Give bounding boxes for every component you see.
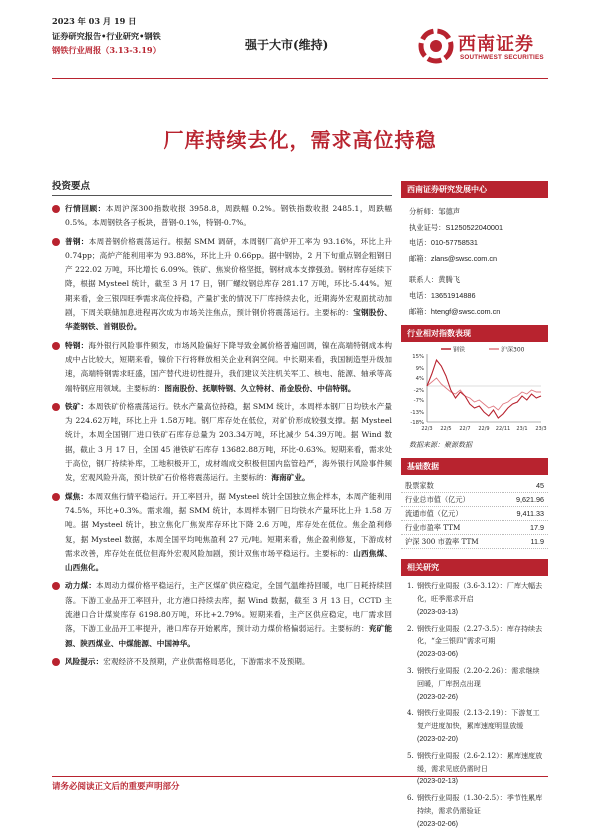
summary-item bbox=[52, 400, 392, 486]
summary-item-text: 本周普钢价格震荡运行。根据 SMM 调研，本周钢厂高炉开工率为 93.16%，环比上升 0.74pp；高炉产能利用率为 93.88%，环比上升 0.66pp。据中钢协，2 月下旬重点钢企粗钢日产 222.02 万吨，环比增长 6.09%。铁矿、焦炭价格坚挺，钢材成本支撑强劲。钢材库存延续下降，根据 Mysteel 统计，截至 3 月 17 日，钢厂螺纹钢总库存 281.17 万吨，环比-5.44%。短期来看，金三银四旺季需求高位持稳，产量扩张的情况下厂库持续去化，近期海外宏观面扰动加剧，下周关联储加息进程再次成为市场关注焦点，预计钢价将震荡运行。主要标的： bbox=[65, 236, 392, 318]
summary-item-highlight: 海南矿业。 bbox=[271, 473, 310, 483]
series-line-steel bbox=[427, 360, 541, 418]
summary-item-tag: 铁矿： bbox=[65, 401, 89, 411]
x-tick-label: 22/11 bbox=[495, 426, 511, 433]
summary-item-tag: 普钢： bbox=[65, 236, 89, 246]
basic-data-label: 流通市值（亿元） bbox=[405, 509, 463, 519]
summary-item-tag: 动力煤： bbox=[65, 581, 97, 591]
related-report-number: 2. bbox=[407, 623, 414, 633]
related-report-link[interactable] bbox=[407, 792, 544, 830]
related-report-number: 6. bbox=[407, 793, 414, 803]
basic-data-table bbox=[401, 479, 548, 549]
basic-data-section bbox=[401, 458, 548, 549]
basic-data-heading: 基础数据 bbox=[401, 458, 548, 475]
series-line-csi300 bbox=[427, 378, 541, 410]
x-tick-label: 22/5 bbox=[440, 426, 452, 433]
company-logo bbox=[418, 26, 558, 72]
summary-item-highlight: 兖矿能源、陕西煤业、中煤能源、中国神华。 bbox=[65, 624, 392, 648]
related-report-date: (2023-02-06) bbox=[417, 819, 459, 828]
basic-data-row bbox=[401, 479, 548, 493]
x-tick-label: 22/3 bbox=[421, 426, 433, 433]
y-tick-label: 4% bbox=[415, 376, 424, 383]
footer-disclaimer: 请务必阅读正文后的重要声明部分 bbox=[52, 782, 180, 792]
basic-data-value: 45 bbox=[536, 481, 544, 491]
related-report-link[interactable] bbox=[407, 707, 544, 745]
summary-item bbox=[52, 579, 392, 650]
legend-label: 钢铁 bbox=[453, 346, 466, 354]
related-report-link[interactable] bbox=[407, 580, 544, 618]
related-report-date: (2023-02-13) bbox=[417, 777, 459, 786]
y-tick-label: 15% bbox=[412, 354, 424, 361]
team-heading: 西南证券研究发展中心 bbox=[401, 181, 548, 198]
summary-item-highlight: 宝钢股份、华菱钢铁、首钢股份。 bbox=[65, 308, 392, 332]
footer-divider bbox=[52, 776, 548, 777]
related-research-section bbox=[401, 559, 548, 830]
summary-item bbox=[52, 655, 392, 669]
bullet-dot-icon bbox=[52, 205, 60, 213]
analyst-name: 邹德声 bbox=[438, 207, 461, 216]
logo-subtitle: SOUTHWEST SECURITIES bbox=[460, 54, 544, 61]
cert-label: 执业证号： bbox=[409, 222, 446, 232]
legend-label: 沪深300 bbox=[501, 346, 525, 354]
email2-link[interactable]: htengf@swsc.com.cn bbox=[430, 306, 501, 316]
basic-data-value: 9,411.33 bbox=[516, 509, 544, 519]
basic-data-label: 行业总市值（亿元） bbox=[405, 495, 470, 505]
analyst-contact bbox=[401, 198, 548, 319]
related-report-link[interactable] bbox=[407, 750, 544, 788]
y-tick-label: -18% bbox=[410, 420, 424, 427]
summary-item-text: 本周双焦行情平稳运行。开工率回升，据 Mysteel 统计全国独立焦企样本，本周产能利用 74.5%，环比+0.3%。需求端，据 SMM 统计，本周样本钢厂日均铁水产量环比上升 1.58 万吨。据 Mysteel 统计，独立焦化厂焦炭库存环比下降 2.6 万吨，库存处在低位。焦企盈利修复，据 Mysteel 数据，本周全国平均吨焦盈利 27 元/吨。短期来看，焦企盈利修复，下游成材需求改善，库存处在低位但海外宏观风险加剧，预计双焦市场平稳运行。主要标的： bbox=[65, 491, 392, 558]
bullet-dot-icon bbox=[52, 403, 60, 411]
header-divider bbox=[52, 78, 548, 79]
phone-label: 电话： bbox=[409, 238, 431, 248]
related-report-title: 钢铁行业周报（1.30-2.5）：季节性累库持续，需求仍需验证 bbox=[417, 793, 543, 815]
cert-number: S1250522040001 bbox=[445, 222, 504, 232]
basic-data-label: 沪深 300 市盈率 TTM bbox=[405, 537, 479, 547]
summary-item-tag: 煤焦： bbox=[65, 491, 88, 501]
chart-source: 数据来源：聚源数据 bbox=[409, 441, 472, 450]
y-tick-label: -13% bbox=[410, 410, 424, 417]
report-date: 2023 年 03 月 19 日 bbox=[52, 16, 137, 26]
related-report-number: 1. bbox=[407, 581, 414, 591]
y-tick-label: 9% bbox=[415, 366, 424, 373]
email-label: 邮箱： bbox=[409, 253, 431, 263]
investment-summary bbox=[52, 178, 392, 673]
phone2-label: 电话： bbox=[409, 290, 431, 300]
summary-item-tag: 风险提示： bbox=[65, 656, 104, 666]
summary-item-text: 本周动力煤价格平稳运行，主产区煤矿供应稳定，全国气温维持回暖，电厂日耗持续回落。下游工业品开工率回升，北方港口持续去库，据 Wind 数据，截至 3 月 13 日，CCTD 主流港口合计煤炭库存 6198.80万吨，环比+2.79%。短期来看，主产区供应稳定，电厂需求回落，下游工业品开工率提升，港口库存开始累库，预计动力煤价格偏弱运行。主要标的： bbox=[65, 581, 392, 634]
related-report-link[interactable] bbox=[407, 665, 544, 703]
phone-number: 010-57758531 bbox=[430, 238, 478, 248]
basic-data-row bbox=[401, 507, 548, 521]
summary-list bbox=[52, 202, 392, 669]
analyst-label: 分析师： bbox=[409, 207, 439, 216]
summary-item-text: 本周铁矿价格震荡运行。铁水产量高位持稳，据 SMM 统计，本周样本钢厂日均铁水产量为 224.62万吨，环比上升 1.58万吨。钢厂库存处在低位，对矿价形成较强支撑。据 Mysteel 统计，本周全国钢厂进口铁矿石库存总量为 203.34万吨，环比减少 54.39万吨。据 Wind 数据，截止 3 月 17 日，全国 45 港铁矿石库存 13682.88万吨，环比-0.63%。短期来看，需求处于高位，钢厂持续补库，工地积极开工，成材端成交积极但国内监管趋严，海外银行风险事件频发，宏观风险升高，预计铁矿石价格将震荡运行。主要标的： bbox=[65, 401, 392, 483]
index-chart-section bbox=[401, 325, 548, 450]
related-report-title: 钢铁行业周报（2.20-2.26）：需求继续回暖，厂库拐点出现 bbox=[417, 665, 540, 688]
summary-item-text: 宏观经济不及预期，产业供需格局恶化，下游需求不及预期。 bbox=[103, 656, 310, 666]
related-report-title: 钢铁行业周报（2.6-2.12）：累库速度放缓，需求见底仍需时日 bbox=[417, 750, 543, 773]
related-report-date: (2023-02-26) bbox=[417, 692, 459, 701]
phone2-number: 13651914886 bbox=[430, 290, 476, 300]
summary-item-text: 本周沪深300指数收报 3958.8，周跌幅 0.2%。钢铁指数收报 2485.1，周跌幅 0.5%。本周钢铁各子板块，普钢-0.1%，特钢-0.7%。 bbox=[65, 204, 392, 228]
summary-item-tag: 特钢： bbox=[65, 340, 89, 350]
basic-data-label: 股票家数 bbox=[405, 481, 434, 491]
basic-data-value: 11.9 bbox=[530, 537, 544, 547]
bullet-dot-icon bbox=[52, 658, 60, 666]
summary-item-highlight: 图南股份、抚顺特钢、久立特材、甬金股份、中信特钢。 bbox=[164, 383, 356, 393]
related-report-title: 钢铁行业周报（3.6-3.12）：厂库大幅去化，旺季需求开启 bbox=[417, 581, 543, 603]
header-meta bbox=[52, 14, 161, 58]
y-tick-label: -2% bbox=[413, 388, 424, 395]
bullet-dot-icon bbox=[52, 493, 60, 501]
email-link[interactable]: zlans@swsc.com.cn bbox=[430, 253, 498, 263]
x-tick-label: 23/3 bbox=[535, 426, 547, 433]
contact-label: 联系人： bbox=[409, 275, 439, 285]
summary-item bbox=[52, 235, 392, 335]
x-tick-label: 23/1 bbox=[516, 426, 528, 433]
summary-item bbox=[52, 490, 392, 576]
summary-heading: 投资要点 bbox=[52, 178, 392, 196]
summary-item-highlight: 山西焦煤、山西焦化。 bbox=[65, 548, 392, 573]
x-tick-label: 22/9 bbox=[478, 426, 490, 433]
bullet-dot-icon bbox=[52, 582, 60, 590]
industry-rating: 强于大市(维持) bbox=[245, 38, 329, 52]
bullet-dot-icon bbox=[52, 238, 60, 246]
related-report-date: (2023-02-20) bbox=[417, 734, 459, 743]
y-tick-label: -7% bbox=[413, 398, 424, 405]
related-report-title: 钢铁行业周报（2.13-2.19）：下游复工复产进度加快，累库速度明显放缓 bbox=[417, 708, 540, 731]
basic-data-value: 9,621.96 bbox=[516, 495, 544, 505]
basic-data-row bbox=[401, 521, 548, 535]
related-heading: 相关研究 bbox=[401, 559, 548, 576]
relative-index-chart bbox=[401, 342, 548, 438]
report-header bbox=[0, 0, 600, 92]
basic-data-row bbox=[401, 535, 548, 549]
related-report-link[interactable] bbox=[407, 623, 544, 661]
related-list bbox=[401, 576, 548, 830]
basic-data-label: 行业市盈率 TTM bbox=[405, 523, 461, 533]
report-title: 厂库持续去化，需求高位持稳 bbox=[163, 128, 437, 152]
basic-data-row bbox=[401, 493, 548, 507]
related-report-date: (2023-03-13) bbox=[417, 607, 459, 616]
x-tick-label: 22/7 bbox=[459, 426, 471, 433]
related-report-number: 3. bbox=[407, 665, 414, 675]
related-report-date: (2023-03-06) bbox=[417, 650, 459, 659]
summary-item bbox=[52, 202, 392, 231]
summary-item-tag: 行情回顾： bbox=[65, 204, 106, 213]
related-report-title: 钢铁行业周报（2.27-3.5）：库存持续去化，“金三银四”需求可期 bbox=[417, 623, 543, 646]
sidebar bbox=[401, 181, 548, 835]
contact-name: 黄腾飞 bbox=[438, 275, 461, 285]
summary-item bbox=[52, 339, 392, 396]
report-category: 证券研究报告•行业研究•钢铁 bbox=[52, 30, 161, 41]
summary-item-text: 海外银行风险事件频发，市场风险偏好下降导致金属价格普遍回调，镍在高端特钢成本构成中占比较大，短期来看，镍价下行将释放相关企业利润空间。中长期来看，我国制造型升级加速，高端特钢需求旺盛，国产替代进切性提升，我们建议关注机关军工、核电、能源、轴承等高端特钢应用领域。主要标的： bbox=[65, 340, 392, 393]
index-chart-heading: 行业相对指数表现 bbox=[401, 325, 548, 342]
logo-emblem-icon bbox=[418, 28, 454, 64]
related-report-number: 5. bbox=[407, 750, 414, 760]
email2-label: 邮箱： bbox=[409, 306, 431, 316]
related-report-number: 4. bbox=[407, 708, 414, 718]
basic-data-value: 17.9 bbox=[530, 523, 544, 533]
bullet-dot-icon bbox=[52, 342, 60, 350]
logo-name: 西南证券 bbox=[458, 34, 534, 55]
report-name: 钢铁行业周报（3.13-3.19） bbox=[52, 45, 161, 55]
